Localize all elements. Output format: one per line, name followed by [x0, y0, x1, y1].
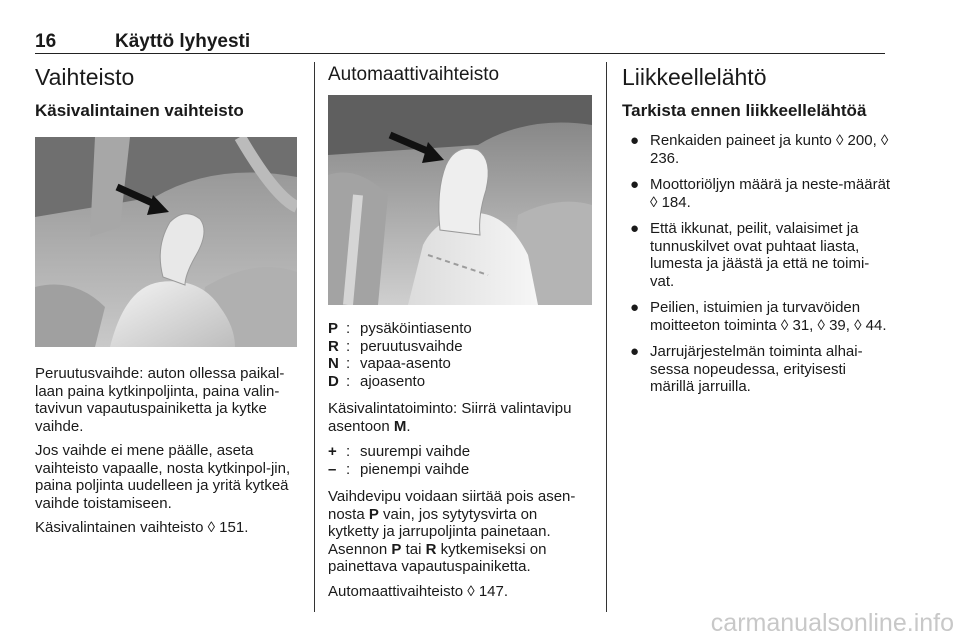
checklist — [622, 132, 892, 396]
paragraph-manual-mode: Käsivalintatoiminto: Siirrä valintavipu asentoon M. — [328, 400, 572, 435]
subheading-manual: Käsivalintainen vaihteisto — [35, 101, 244, 120]
list-item: ● Peilien, istuimien ja turvavöiden moitteeton toiminta ◊ 31, ◊ 39, ◊ 44. — [630, 299, 887, 334]
watermark: carmanualsonline.info — [710, 609, 954, 637]
page-header — [35, 31, 885, 54]
reference-manual-transmission: Käsivalintainen vaihteisto ◊ 151. — [35, 519, 249, 536]
column-divider-2 — [606, 62, 607, 612]
bullet-icon: ● — [630, 220, 640, 237]
bullet-icon: ● — [630, 343, 640, 360]
section-heading-automatic: Automaattivaihteisto — [328, 64, 500, 85]
legend-row: + : suurempi vaihde — [328, 443, 471, 460]
legend-row: N : vapaa-asento — [328, 355, 451, 372]
list-item: ● Renkaiden paineet ja kunto ◊ 200, ◊ 236. — [630, 132, 889, 167]
paragraph-reverse-gear: Peruutusvaihde: auton ollessa paikal-laan paina kytkinpoljinta, paina valin-tavivun vapautuspainiketta ja kytke vaihde. — [35, 365, 285, 435]
column-automatic-transmission — [328, 62, 592, 600]
reference-automatic-transmission: Automaattivaihteisto ◊ 147. — [328, 582, 509, 600]
list-item: ● Että ikkunat, peilit, valaisimet ja tunnuskilvet ovat puhtaat liasta, lumesta ja jäästä ja että ne toimi-vat. — [630, 220, 870, 290]
legend-row: – : pienempi vaihde — [328, 460, 470, 478]
paragraph-gear-not-engaging: Jos vaihde ei mene päälle, aseta vaihteisto vapaalle, nosta kytkinpol-jin, paina poljinta uudelleen ja yritä kytkeä vaihde toistamiseen. — [35, 442, 291, 512]
manual-gearshift-illustration — [35, 137, 297, 347]
minus-icon: – — [328, 460, 337, 478]
subheading-checklist: Tarkista ennen liikkeellelähtöä — [622, 101, 867, 120]
legend-row: P : pysäköintiasento — [328, 320, 472, 337]
shift-direction-legend — [328, 443, 592, 478]
list-item: ● Jarrujärjestelmän toiminta alhai-sessa nopeudessa, erityisesti märillä jarruilla. — [630, 343, 863, 395]
column-divider-1 — [314, 62, 315, 612]
paragraph-selector-lever: Vaihdevipu voidaan siirtää pois asen-nosta P vain, jos sytytysvirta on kytketty ja jarrupoljinta painetaan. Asennon P tai R kytkemiseksi on painettava vapautuspainiketta. — [328, 488, 576, 575]
gear-positions-legend — [328, 320, 592, 390]
section-heading-transmission: Vaihteisto — [35, 64, 135, 90]
automatic-gearshift-illustration — [328, 95, 592, 305]
section-heading-starting-off: Liikkeellelähtö — [622, 64, 767, 90]
page-number: 16 — [35, 31, 57, 52]
bullet-icon: ● — [630, 132, 640, 149]
column-manual-transmission — [35, 62, 303, 537]
column-starting-off — [622, 62, 892, 405]
plus-icon: + — [328, 443, 337, 460]
page-title: Käyttö lyhyesti — [115, 31, 251, 52]
legend-row: D : ajoasento — [328, 372, 426, 390]
list-item: ● Moottoriöljyn määrä ja neste-määrät ◊ 184. — [630, 176, 891, 211]
legend-row: R : peruutusvaihde — [328, 337, 463, 355]
bullet-icon: ● — [630, 299, 640, 316]
bullet-icon: ● — [630, 176, 640, 193]
